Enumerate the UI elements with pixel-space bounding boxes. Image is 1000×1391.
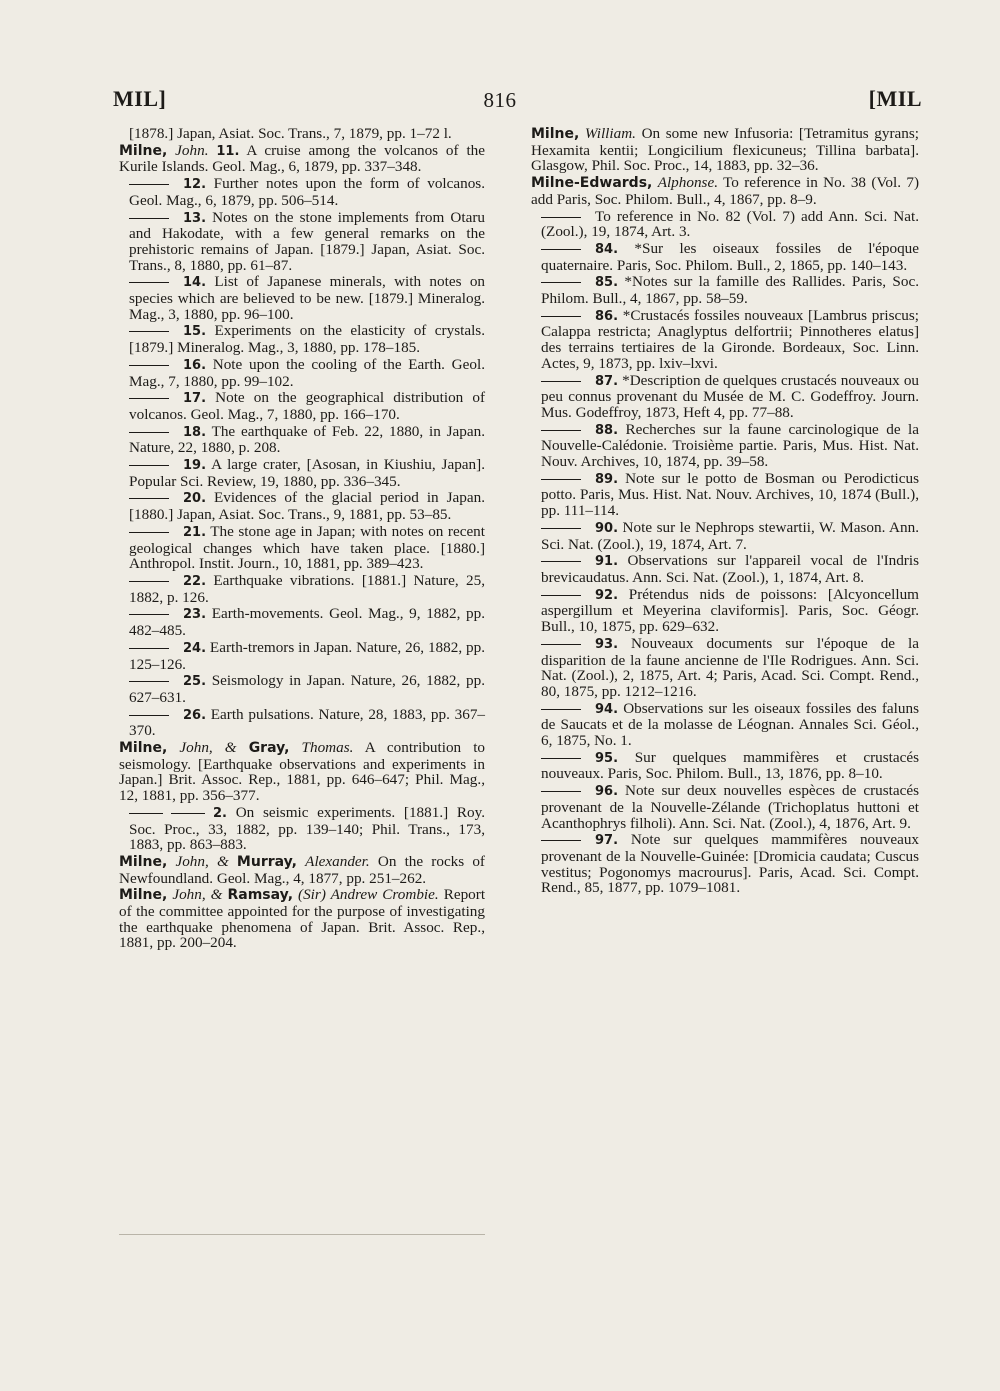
ditto-rule	[129, 614, 169, 615]
entry-text: Note sur quelques mammifères nouveaux provenant de la Nouvelle-Guinée: [Dromicia caudata; Cuscus vestitus; Pogonomys macrourus]. Paris, Acad. Sci. Compt. Rend., 85, 1877, pp. 1079–1081.	[541, 831, 920, 897]
ditto-rule	[541, 758, 581, 759]
ditto-rule	[541, 561, 581, 562]
bibliography-entry	[531, 308, 919, 372]
author-surname: Milne,	[119, 142, 168, 159]
ditto-rule	[129, 681, 169, 682]
entry-number: 96.	[595, 784, 619, 800]
author-given-name: John, &	[175, 852, 229, 870]
ditto-rule	[541, 840, 581, 841]
entry-number: 97.	[595, 833, 619, 849]
entry-number: 94.	[595, 701, 619, 717]
ditto-rule	[129, 498, 169, 499]
entry-number: 26.	[183, 707, 207, 723]
entry-text: Observations sur les oiseaux fossiles des faluns de Saucats et de la molasse de Léognan. Annales Sci. Géol., 6, 1875, No. 1.	[541, 699, 919, 750]
entry-text: The earthquake of Feb. 22, 1880, in Japan. Nature, 22, 1880, p. 208.	[129, 422, 485, 457]
entry-number: 25.	[183, 674, 207, 690]
ditto-rule	[129, 432, 169, 433]
column-end-rule	[119, 1234, 485, 1235]
entry-number: 20.	[183, 491, 207, 507]
bibliography-entry	[119, 457, 485, 489]
ditto-rule	[129, 581, 169, 582]
bibliography-entry	[531, 783, 919, 831]
entry-text: Notes on the stone implements from Otaru and Hakodate, with a few general remarks on the prehistoric remains of Japan. [1879.] Japan, Asiat. Soc. Trans., 8, 1880, pp. 61–87.	[129, 208, 485, 274]
entry-text: *Crustacés fossiles nouveaux [Lambrus priscus; Calappa restricta; Anaglyptus delfortrii; Pinnotheres elatus] des terrains tertiaires de la Gironde. Bordeaux, Soc. Linn. Actes, 9, 1873, pp. lxiv–lxvi.	[541, 306, 919, 372]
running-head-left: MIL]	[113, 86, 167, 111]
bibliography-entry	[119, 673, 485, 705]
bibliography-entry	[531, 553, 919, 585]
entry-text: Nouveaux documents sur l'époque de la disparition de la faune ancienne de l'Ile Rodrigues. Ann. Sci. Nat. (Zool.), 2, 1875, Art. 4; Paris, Acad. Sci. Compt. Rend., 80, 1875, pp. 1212–1216.	[541, 634, 920, 700]
entry-number: 93.	[595, 636, 619, 652]
entry-text: [1878.] Japan, Asiat. Soc. Trans., 7, 1879, pp. 1–72 l.	[129, 125, 452, 142]
entry-text: Note sur le potto de Bosman ou Perodicticus potto. Paris, Mus. Hist. Nat. Nouv. Archives, 10, 1874 (Bull.), pp. 111–114.	[541, 469, 919, 520]
coauthor-given-name: Alexander.	[305, 852, 370, 870]
bibliography-entry	[119, 390, 485, 422]
bibliography-entry	[119, 274, 485, 322]
author-surname: Milne,	[119, 853, 168, 870]
entry-text: Prétendus nids de poissons: [Alcyoncellum aspergillum et Meyerina claviformis]. Paris, Soc. Géogr. Bull., 10, 1875, pp. 629–632.	[541, 585, 919, 636]
ditto-rule	[541, 217, 581, 218]
bibliography-entry	[119, 707, 485, 739]
entry-number: 95.	[595, 750, 619, 766]
bibliography-entry	[531, 209, 919, 240]
entry-text: Note sur le Nephrops stewartii, W. Mason. Ann. Sci. Nat. (Zool.), 19, 1874, Art. 7.	[541, 518, 920, 553]
entry-number: 18.	[183, 424, 207, 440]
entry-text: Note upon the cooling of the Earth. Geol. Mag., 7, 1880, pp. 99–102.	[129, 355, 485, 390]
bibliography-entry	[119, 573, 485, 605]
entry-number: 84.	[595, 241, 619, 257]
ditto-rule	[129, 218, 169, 219]
entry-number: 91.	[595, 554, 619, 570]
author-surname: Milne,	[119, 740, 168, 757]
entry-text: Report of the committee appointed for the purpose of investigating the earthquake phenomena of Japan. Brit. Assoc. Rep., 1881, pp. 200–204.	[119, 886, 486, 952]
entry-number: 2.	[213, 805, 227, 821]
ditto-rule	[129, 398, 169, 399]
entry-number: 15.	[183, 324, 207, 340]
ditto-rule	[541, 430, 581, 431]
ditto-rule	[541, 528, 581, 529]
entry-number: 92.	[595, 587, 619, 603]
bibliography-entry	[531, 373, 919, 421]
ditto-rule	[541, 381, 581, 382]
ditto-rule	[541, 791, 581, 792]
bibliography-entry	[531, 241, 919, 273]
entry-number: 19.	[183, 458, 207, 474]
entry-number: 21.	[183, 524, 207, 540]
bibliography-entry	[531, 587, 919, 635]
entry-number: 12.	[183, 177, 207, 193]
ditto-rule	[129, 532, 169, 533]
ditto-rule	[129, 365, 169, 366]
author-surname: Milne,	[531, 126, 580, 142]
entry-text: A cruise among the volcanos of the Kurile Islands. Geol. Mag., 6, 1879, pp. 337–348.	[119, 141, 485, 176]
entry-number: 13.	[183, 210, 207, 226]
bibliography-entry	[119, 854, 485, 886]
running-head-right: [MIL	[868, 86, 922, 111]
ditto-rule	[541, 249, 581, 250]
bibliography-entry	[119, 524, 485, 572]
bibliography-entry	[119, 210, 485, 274]
entry-text: Earth-movements. Geol. Mag., 9, 1882, pp. 482–485.	[129, 605, 486, 640]
entry-number: 11.	[216, 143, 240, 159]
bibliography-entry	[119, 357, 485, 389]
entry-number: 24.	[183, 640, 207, 656]
coauthor-surname: Ramsay,	[227, 887, 294, 904]
entry-text: To reference in No. 38 (Vol. 7) add Paris, Soc. Philom. Bull., 4, 1867, pp. 8–9.	[531, 174, 920, 208]
entry-text: Earthquake vibrations. [1881.] Nature, 25, 1882, p. 126.	[129, 571, 485, 606]
bibliography-entry	[119, 606, 485, 638]
entry-text: *Description de quelques crustacés nouveaux ou peu connus provenant du Musée de M. C. Godeffroy. Journ. Mus. Godeffroy, 1873, Heft 4, pp. 77–88.	[541, 371, 920, 421]
entry-text: Note sur deux nouvelles espèces de crustacés provenant de la Nouvelle-Zélande (Trichoplatus huttoni et Acanthophrys filholi). Ann. Sci. Nat. (Zool.), 4, 1876, Art. 9.	[541, 782, 919, 832]
entry-text: Recherches sur la faune carcinologique de la Nouvelle-Calédonie. Troisième partie. Paris, Mus. Hist. Nat. Nouv. Archives, 10, 1874, pp. 39–58.	[541, 420, 920, 471]
entry-number: 90.	[595, 520, 619, 536]
bibliography-entry	[531, 701, 919, 749]
entry-text: A large crater, [Asosan, in Kiushiu, Japan]. Popular Sci. Review, 19, 1880, pp. 336–345.	[129, 456, 485, 490]
entry-number: 16.	[183, 357, 207, 373]
page-number: 816	[483, 88, 517, 112]
bibliography-entry	[531, 126, 919, 174]
bibliography-entry	[119, 640, 485, 672]
ditto-rule	[541, 316, 581, 317]
ditto-rule	[129, 282, 169, 283]
ditto-rule	[541, 709, 581, 710]
entry-number: 14.	[183, 275, 207, 291]
ditto-rule	[129, 648, 169, 649]
bibliography-entry	[119, 126, 485, 142]
entry-number: 89.	[595, 471, 619, 487]
entry-text: Earth-tremors in Japan. Nature, 26, 1882, pp. 125–126.	[129, 638, 485, 673]
ditto-rule	[541, 595, 581, 596]
ditto-rule	[541, 479, 581, 480]
author-given-name: William.	[584, 125, 636, 142]
bibliography-entry	[119, 887, 485, 951]
author-given-name: Alphonse.	[657, 174, 719, 192]
bibliography-entry	[531, 750, 919, 782]
bibliography-entry	[119, 143, 485, 175]
entry-number: 17.	[183, 391, 207, 407]
bibliography-entry	[531, 471, 919, 519]
entry-number: 22.	[183, 573, 207, 589]
entry-text: Note on the geographical distribution of volcanos. Geol. Mag., 7, 1880, pp. 166–170.	[129, 389, 486, 423]
ditto-rule	[129, 813, 163, 814]
entry-number: 88.	[595, 422, 619, 438]
entry-text: To reference in No. 82 (Vol. 7) add Ann. Sci. Nat. (Zool.), 19, 1874, Art. 3.	[541, 207, 919, 241]
entry-text: A contribution to seismology. [Earthquake observations and experiments in Japan.] Brit. Assoc. Rep., 1881, pp. 646–647; Phil. Mag., 12, 1881, pp. 356–377.	[119, 739, 486, 805]
entry-number: 85.	[595, 275, 619, 291]
entry-number: 23.	[183, 607, 207, 623]
entry-text: Seismology in Japan. Nature, 26, 1882, pp. 627–631.	[129, 672, 485, 706]
entry-text: Further notes upon the form of volcanos. Geol. Mag., 6, 1879, pp. 506–514.	[129, 175, 486, 209]
right-column	[531, 126, 919, 897]
coauthor-surname: Gray,	[248, 740, 290, 757]
bibliography-entry	[119, 176, 485, 208]
coauthor-surname: Murray,	[236, 853, 298, 870]
coauthor-given-name: Thomas.	[301, 739, 354, 757]
entry-text: *Sur les oiseaux fossiles de l'époque quaternaire. Paris, Soc. Philom. Bull., 2, 1865, pp. 140–143.	[541, 239, 920, 274]
entry-text: Experiments on the elasticity of crystals. [1879.] Mineralog. Mag., 3, 1880, pp. 178–185.	[129, 322, 485, 357]
ditto-rule	[171, 813, 205, 814]
bibliography-entry	[531, 520, 919, 552]
bibliography-entry	[119, 490, 485, 522]
entry-text: Observations sur l'appareil vocal de l'Indris brevicaudatus. Ann. Sci. Nat. (Zool.), 1, 1874, Art. 8.	[541, 552, 919, 586]
ditto-rule	[129, 184, 169, 185]
author-surname: Milne-Edwards,	[531, 175, 653, 192]
entry-text: The stone age in Japan; with notes on recent geological changes which have taken place. [1880.] Anthropol. Instit. Journ., 10, 1881, pp. 389–423.	[129, 522, 485, 573]
bibliography-entry	[119, 805, 485, 853]
bibliography-entry	[119, 424, 485, 456]
entry-number: 86.	[595, 308, 619, 324]
ditto-rule	[541, 282, 581, 283]
coauthor-given-name: (Sir) Andrew Crombie.	[298, 886, 439, 904]
left-column	[119, 126, 485, 952]
ditto-rule	[129, 331, 169, 332]
entry-text: List of Japanese minerals, with notes on species which are believed to be new. [1879.] Mineralog. Mag., 3, 1880, pp. 96–100.	[129, 273, 486, 323]
author-given-name: John, &	[172, 886, 223, 904]
entry-text: On the rocks of Newfoundland. Geol. Mag., 4, 1877, pp. 251–262.	[119, 852, 485, 887]
ditto-rule	[129, 715, 169, 716]
entry-text: Sur quelques mammifères et crustacés nouveaux. Paris, Soc. Philom. Bull., 13, 1876, pp. 8–10.	[541, 748, 919, 783]
author-surname: Milne,	[119, 887, 168, 904]
entry-text: Evidences of the glacial period in Japan. [1880.] Japan, Asiat. Soc. Trans., 9, 1881, pp. 53–85.	[129, 489, 485, 524]
bibliography-entry	[531, 422, 919, 470]
ditto-rule	[541, 644, 581, 645]
bibliography-entry	[119, 740, 485, 804]
bibliography-entry	[531, 274, 919, 306]
entry-number: 87.	[595, 373, 619, 389]
bibliography-entry	[531, 175, 919, 207]
entry-text: On seismic experiments. [1881.] Roy. Soc. Proc., 33, 1882, pp. 139–140; Phil. Trans., 173, 1883, pp. 863–883.	[129, 803, 486, 854]
ditto-rule	[129, 465, 169, 466]
bibliography-entry	[531, 832, 919, 896]
author-given-name: John.	[175, 141, 209, 159]
entry-text: Earth pulsations. Nature, 28, 1883, pp. 367–370.	[129, 705, 486, 740]
bibliography-entry	[119, 323, 485, 355]
bibliography-entry	[531, 636, 919, 700]
entry-text: On some new Infusoria: [Tetramitus gyrans; Hexamita kentii; Longicilium flexicuneus; Tillina barbata]. Glasgow, Phil. Soc. Proc., 14, 1883, pp. 32–36.	[531, 125, 919, 175]
entry-text: *Notes sur la famille des Rallides. Paris, Soc. Philom. Bull., 4, 1867, pp. 58–59.	[541, 273, 919, 308]
author-given-name: John, &	[179, 739, 237, 757]
